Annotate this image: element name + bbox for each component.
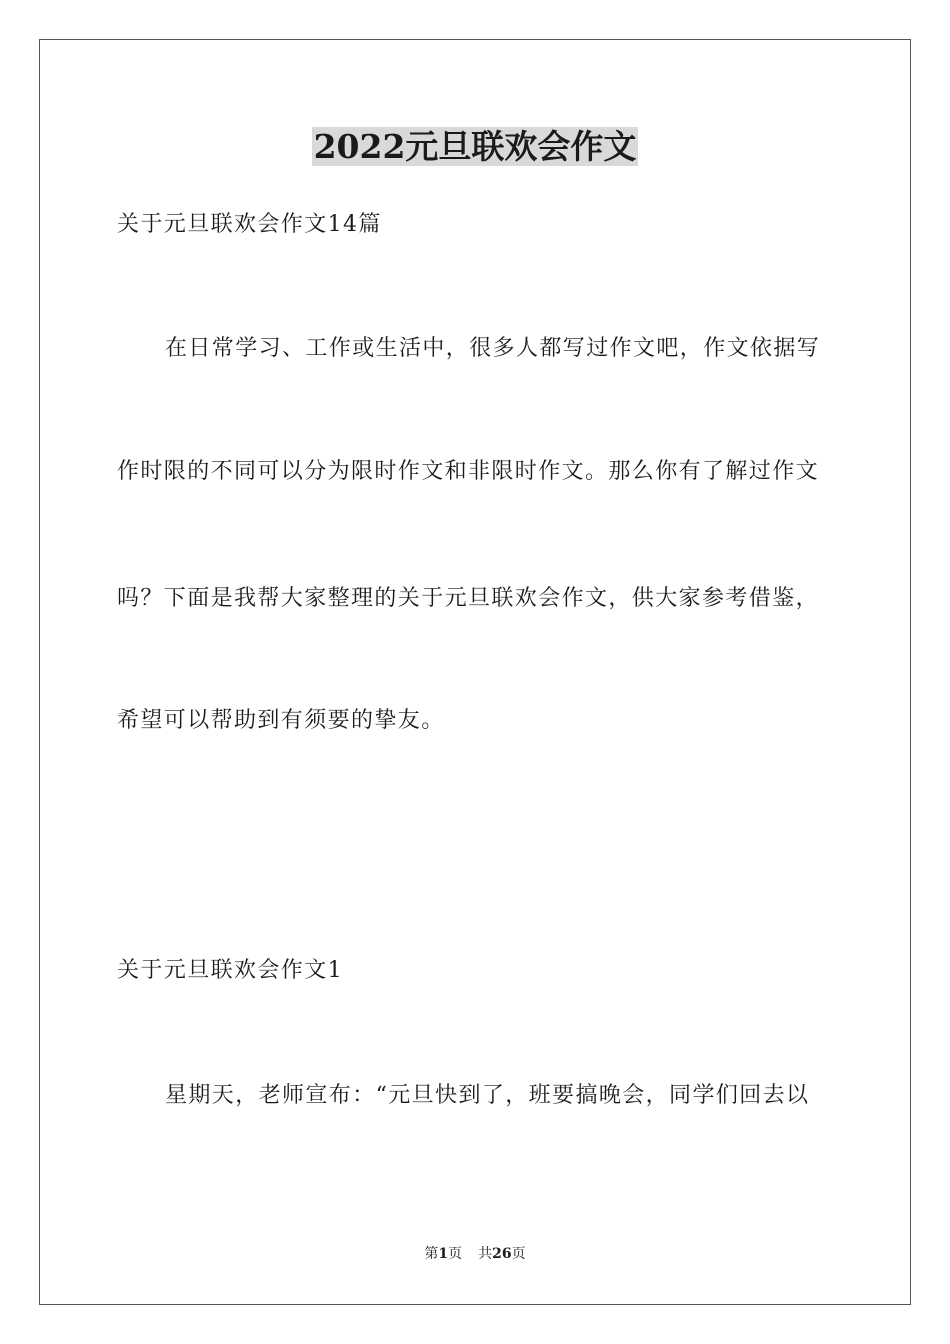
footer-current-page: 1	[438, 1246, 449, 1262]
section-first-line: 星期天，老师宣布：“元旦快到了，班要搞晚会，同学们回去以	[165, 1083, 810, 1108]
section-heading: 关于元旦联欢会作文1	[117, 958, 343, 983]
document-subtitle: 关于元旦联欢会作文14篇	[117, 212, 382, 237]
intro-line-2: 作时限的不同可以分为限时作文和非限时作文。那么你有了解过作文	[117, 459, 820, 484]
footer-total-prefix: 共	[478, 1246, 493, 1262]
footer-total-pages: 26	[492, 1246, 512, 1262]
intro-line-1: 在日常学习、工作或生活中，很多人都写过作文吧，作文依据写	[165, 336, 821, 361]
footer-page-prefix: 第	[424, 1246, 439, 1262]
document-title-text: 2022元旦联欢会作文	[313, 127, 637, 166]
intro-line-4: 希望可以帮助到有须要的挚友。	[117, 708, 445, 733]
document-title	[0, 123, 950, 171]
intro-line-3: 吗？下面是我帮大家整理的关于元旦联欢会作文，供大家参考借鉴，	[117, 586, 820, 611]
footer-total-suffix: 页	[511, 1246, 526, 1262]
page-footer	[0, 1244, 950, 1264]
footer-page-suffix: 页	[448, 1246, 463, 1262]
